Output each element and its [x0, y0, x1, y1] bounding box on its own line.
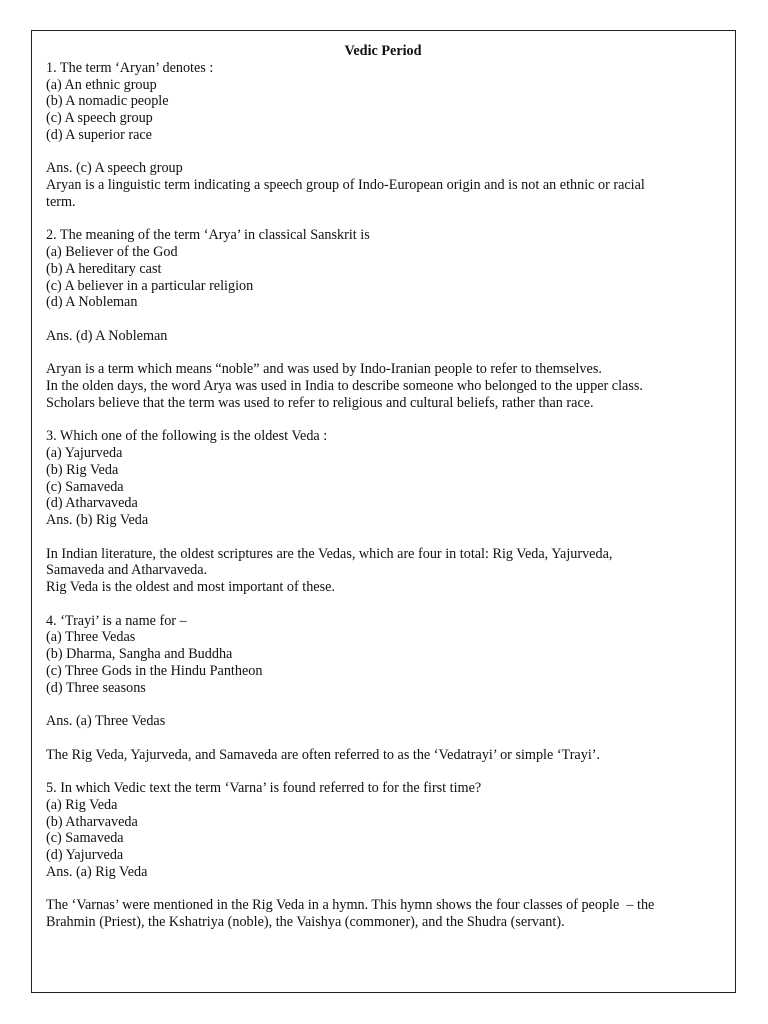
question-block-2: [46, 227, 726, 411]
question-text: 4. ‘Trayi’ is a name for –: [46, 612, 187, 629]
spacer: [46, 529, 726, 546]
option-c: (c) A speech group: [46, 110, 153, 126]
document-title: Vedic Period: [344, 43, 422, 59]
spacer: [46, 881, 726, 898]
option-b: (b) Dharma, Sangha and Buddha: [46, 646, 233, 662]
option-a: (a) Yajurveda: [46, 445, 123, 461]
option-a: (a) Three Vedas: [46, 629, 136, 646]
option-b: (b) Rig Veda: [46, 461, 119, 478]
option-c: (c) Samaveda: [46, 830, 124, 847]
question-text: 1. The term ‘Aryan’ denotes :: [46, 59, 214, 76]
question-text: 5. In which Vedic text the term ‘Varna’ is found referred to for the first time?: [46, 780, 482, 796]
option-c: (c) Samaveda: [46, 478, 124, 495]
spacer: [46, 763, 726, 780]
explanation-line: term.: [46, 193, 76, 210]
question-block-1: [46, 60, 726, 211]
option-a: (a) Rig Veda: [46, 796, 118, 813]
explanation-line: The Rig Veda, Yajurveda, and Samaveda are often referred to as the ‘Vedatrayi’ or simple ‘Trayi’.: [46, 746, 601, 763]
spacer: [46, 412, 726, 429]
document-body: [46, 43, 726, 931]
option-c: (c) A believer in a particular religion: [46, 277, 254, 294]
answer-text: Ans. (a) Rig Veda: [46, 863, 148, 880]
option-c: (c) Three Gods in the Hindu Pantheon: [46, 662, 263, 679]
question-text: 2. The meaning of the term ‘Arya’ in classical Sanskrit is: [46, 227, 370, 244]
spacer: [46, 696, 726, 713]
explanation-line: In the olden days, the word Arya was used in India to describe someone who belonged to the upper class.: [46, 378, 643, 394]
explanation-line: Aryan is a linguistic term indicating a speech group of Indo-European origin and is not an ethnic or racial: [46, 177, 645, 193]
spacer: [46, 730, 726, 747]
spacer: [46, 596, 726, 613]
option-d: (d) Yajurveda: [46, 847, 124, 863]
explanation-line: Brahmin (Priest), the Kshatriya (noble), the Vaishya (commoner), and the Shudra (servant).: [46, 914, 565, 930]
spacer: [46, 211, 726, 228]
option-a: (a) Believer of the God: [46, 244, 178, 260]
option-d: (d) Atharvaveda: [46, 495, 138, 512]
answer-text: Ans. (d) A Nobleman: [46, 327, 168, 344]
question-block-5: [46, 780, 726, 931]
answer-text: Ans. (c) A speech group: [46, 160, 183, 177]
option-b: (b) A nomadic people: [46, 93, 169, 110]
spacer: [46, 144, 726, 161]
spacer: [46, 345, 726, 362]
answer-text: Ans. (a) Three Vedas: [46, 713, 166, 729]
spacer: [46, 311, 726, 328]
explanation-line: Rig Veda is the oldest and most important of these.: [46, 579, 335, 595]
question-block-4: [46, 613, 726, 764]
explanation-line: In Indian literature, the oldest scriptures are the Vedas, which are four in total: Rig Veda, Yajurveda,: [46, 545, 613, 562]
explanation-line: Aryan is a term which means “noble” and was used by Indo-Iranian people to refer to themselves.: [46, 361, 602, 378]
question-text: 3. Which one of the following is the oldest Veda :: [46, 428, 328, 445]
option-b: (b) A hereditary cast: [46, 260, 162, 277]
option-d: (d) A Nobleman: [46, 294, 138, 311]
option-a: (a) An ethnic group: [46, 76, 157, 93]
explanation-line: Scholars believe that the term was used to refer to religious and cultural beliefs, rather than race.: [46, 394, 594, 411]
option-d: (d) A superior race: [46, 126, 152, 143]
question-block-3: [46, 428, 726, 596]
answer-text: Ans. (b) Rig Veda: [46, 512, 149, 528]
explanation-line: Samaveda and Atharvaveda.: [46, 562, 208, 579]
option-d: (d) Three seasons: [46, 679, 146, 696]
option-b: (b) Atharvaveda: [46, 813, 138, 830]
explanation-line: The ‘Varnas’ were mentioned in the Rig Veda in a hymn. This hymn shows the four classes of people – the: [46, 897, 655, 914]
